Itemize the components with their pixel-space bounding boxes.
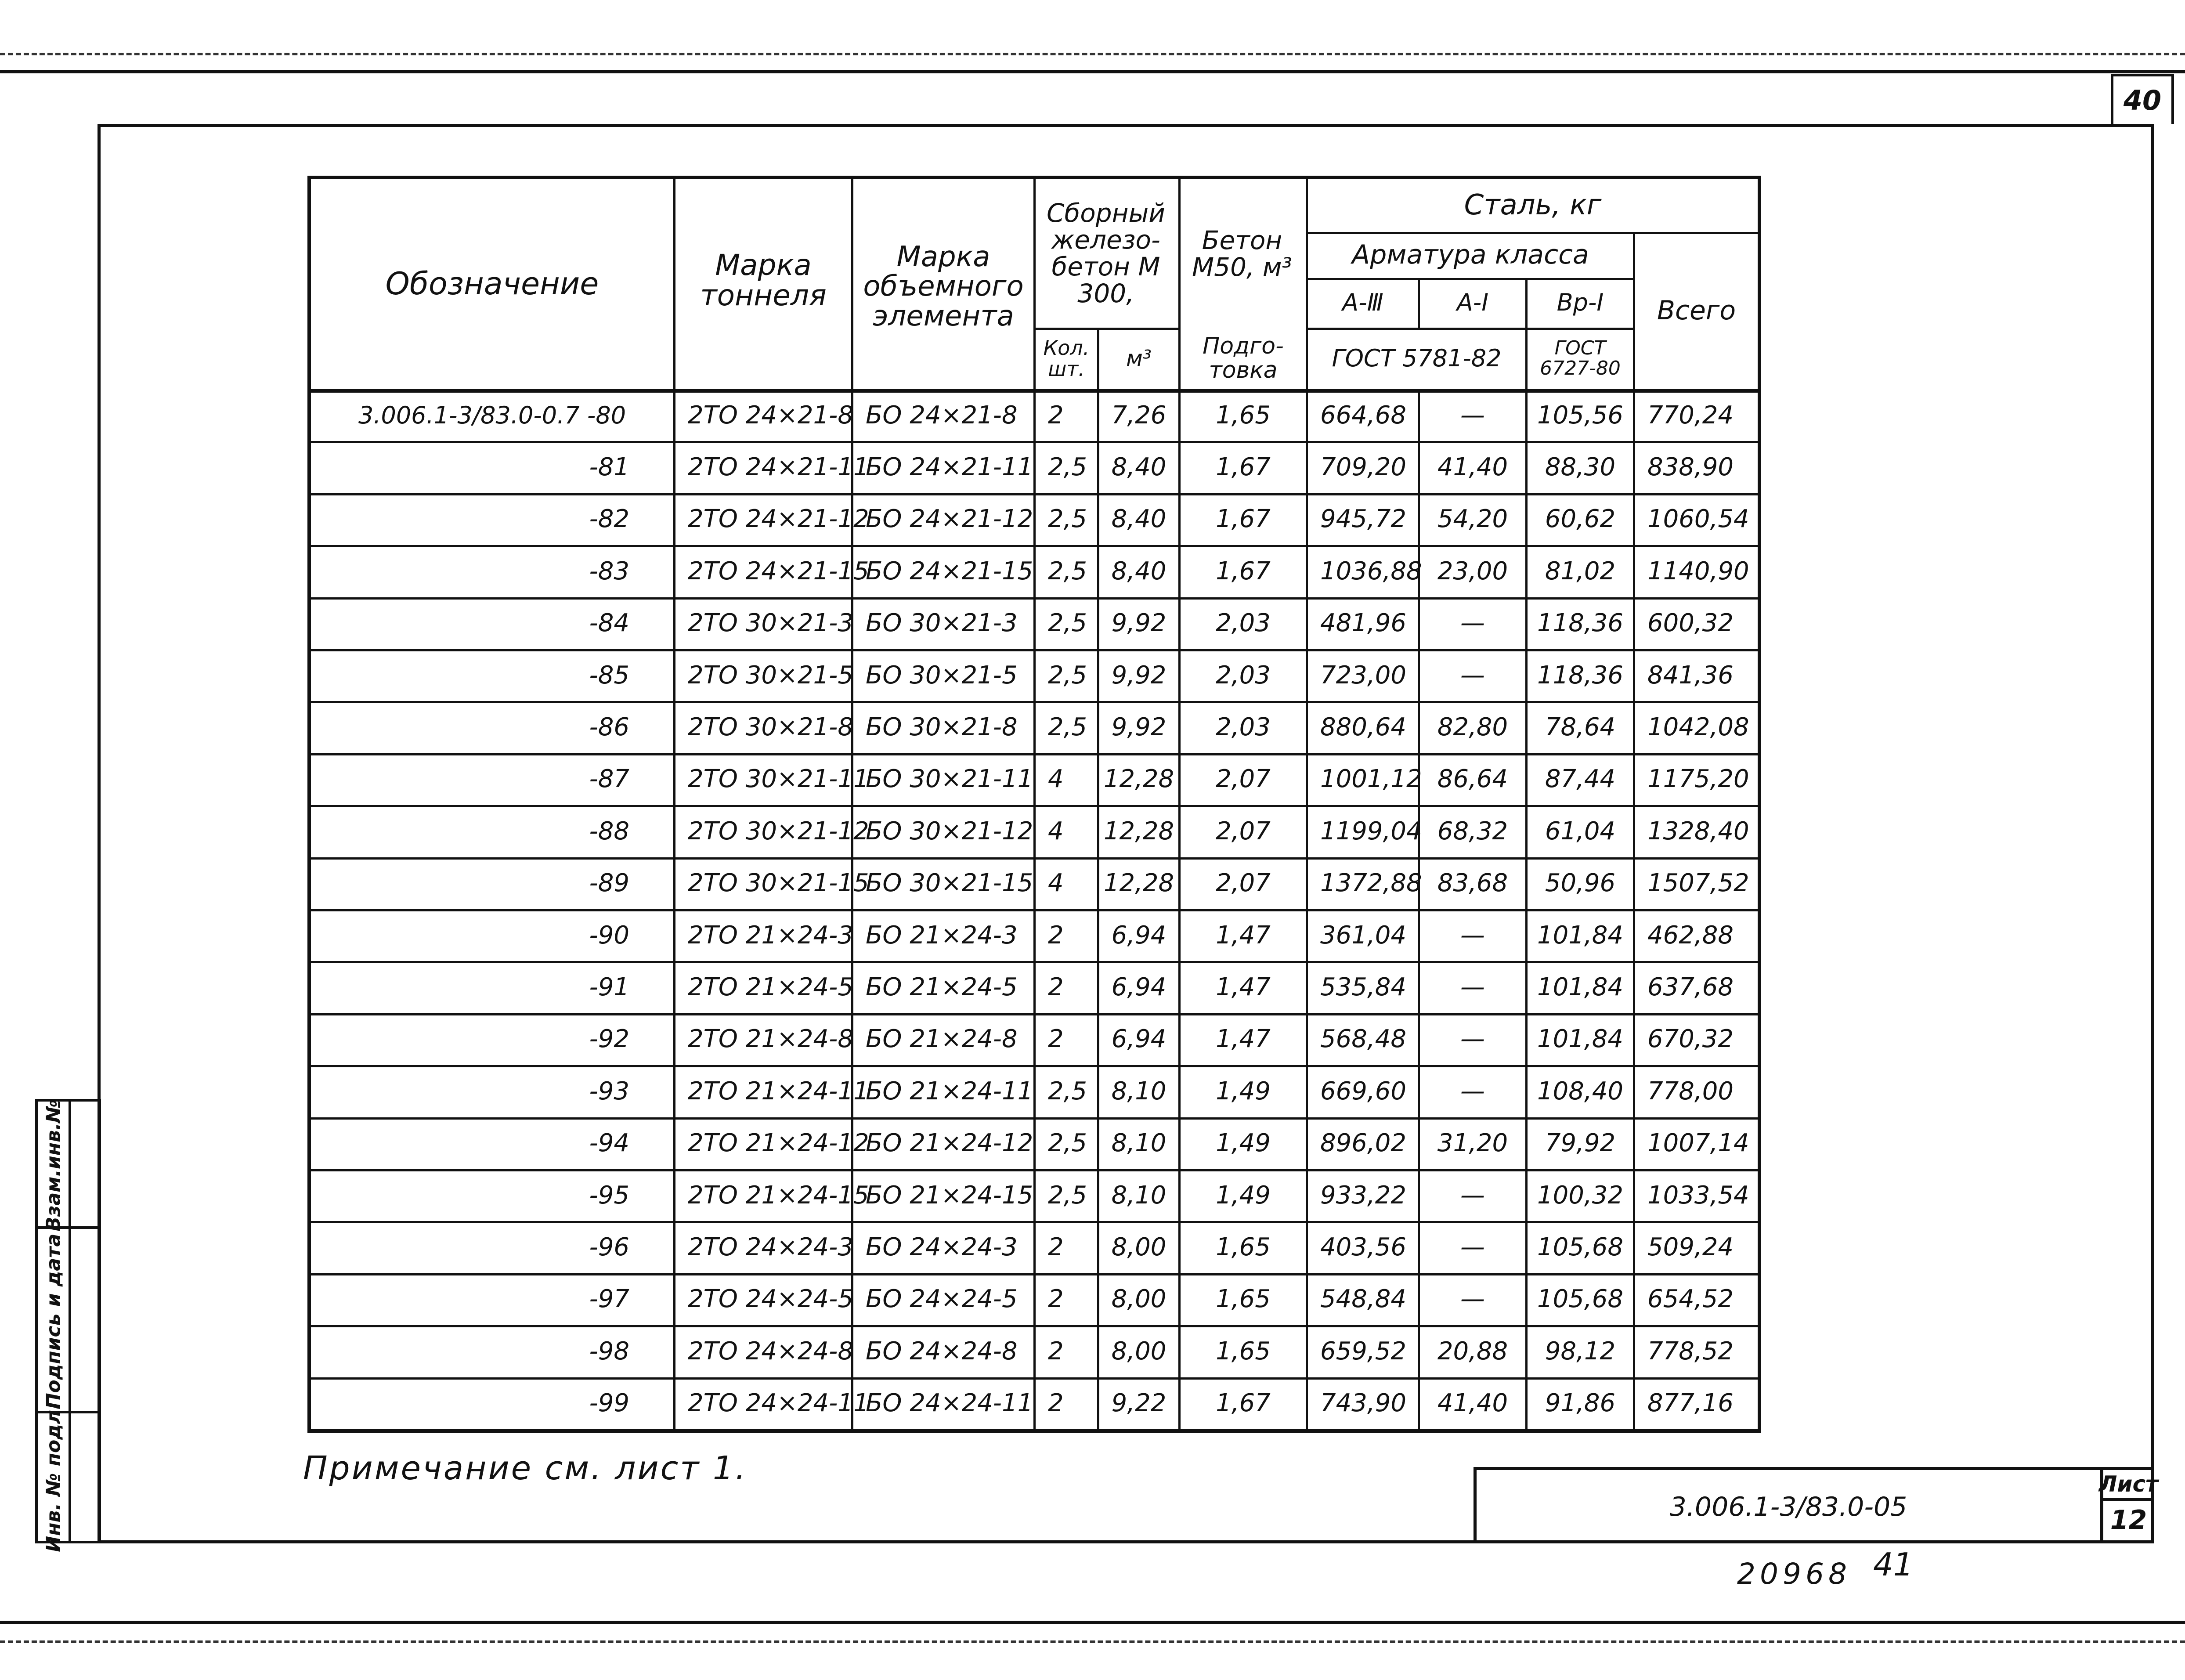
header-concrete-prep: Подго- товка <box>1203 333 1284 383</box>
cell-tunnel-mark: 2ТО 21×24-5 <box>688 973 853 1002</box>
cell-designation: -91 <box>589 973 629 1002</box>
cell-concrete-prep: 1,47 <box>1216 1025 1271 1054</box>
cell-total: 838,90 <box>1647 453 1734 482</box>
cell-designation: -87 <box>589 765 629 794</box>
cell-vr1: 101,84 <box>1537 921 1623 950</box>
cell-total: 1007,14 <box>1647 1129 1749 1158</box>
left-approval-strip <box>35 1099 101 1552</box>
cell-designation: -88 <box>589 817 629 845</box>
cell-concrete-prep: 2,07 <box>1216 817 1271 845</box>
cell-concrete-prep: 1,67 <box>1216 505 1271 534</box>
cell-concrete-prep: 2,03 <box>1216 713 1271 742</box>
cell-concrete-prep: 1,67 <box>1216 556 1271 585</box>
cell-vr1: 108,40 <box>1537 1077 1623 1106</box>
cell-a3: 1001,12 <box>1320 765 1422 794</box>
cell-precast-qty: 4 <box>1048 765 1064 794</box>
cell-total: 1060,54 <box>1647 505 1749 534</box>
document-code: 3.006.1-3/83.0-05 <box>1669 1491 1907 1522</box>
cell-element-mark: БО 21×24-3 <box>866 921 1018 950</box>
cell-designation: -84 <box>589 609 629 638</box>
cell-designation: -90 <box>589 921 629 950</box>
cell-a1: — <box>1460 401 1485 430</box>
cell-concrete-prep: 2,07 <box>1216 765 1271 794</box>
cell-element-mark: БО 21×24-5 <box>866 973 1018 1002</box>
cell-a3: 743,90 <box>1320 1389 1406 1418</box>
cell-a3: 723,00 <box>1320 661 1406 690</box>
cell-element-mark: БО 24×24-8 <box>866 1337 1018 1366</box>
cell-a3: 1036,88 <box>1320 556 1422 585</box>
cell-designation: -92 <box>589 1025 629 1054</box>
cell-element-mark: БО 30×21-15 <box>866 869 1033 898</box>
strip-replace-label: Взам.инв.№ <box>42 1099 65 1232</box>
cell-tunnel-mark: 2ТО 21×24-8 <box>688 1025 853 1054</box>
cell-a1: 82,80 <box>1437 713 1508 742</box>
cell-precast-m3: 9,92 <box>1111 661 1167 690</box>
cell-precast-qty: 2,5 <box>1048 453 1087 482</box>
cell-concrete-prep: 2,07 <box>1216 869 1271 898</box>
cell-concrete-prep: 1,65 <box>1216 1285 1271 1314</box>
cell-precast-m3: 9,92 <box>1111 609 1167 638</box>
cell-tunnel-mark: 2ТО 30×21-12 <box>688 817 869 845</box>
bottom-frame-line <box>0 1621 2185 1624</box>
cell-vr1: 101,84 <box>1537 973 1623 1002</box>
cell-element-mark: БО 30×21-11 <box>866 765 1033 794</box>
cell-a3: 535,84 <box>1320 973 1406 1002</box>
cell-element-mark: БО 24×21-8 <box>866 401 1018 430</box>
cell-total: 778,52 <box>1647 1337 1734 1366</box>
cell-tunnel-mark: 2ТО 24×21-8 <box>688 401 853 430</box>
cell-total: 670,32 <box>1647 1025 1734 1054</box>
top-page-number: 40 <box>2111 74 2174 124</box>
cell-precast-m3: 7,26 <box>1111 401 1167 430</box>
cell-a1: — <box>1460 1285 1485 1314</box>
cell-concrete-prep: 1,47 <box>1216 973 1271 1002</box>
cell-a1: — <box>1460 973 1485 1002</box>
cell-concrete-prep: 1,47 <box>1216 921 1271 950</box>
spec-table <box>307 176 1761 1433</box>
cell-designation: -81 <box>589 453 629 482</box>
cell-vr1: 61,04 <box>1545 817 1616 845</box>
cell-precast-m3: 12,28 <box>1103 869 1174 898</box>
cell-total: 654,52 <box>1647 1285 1734 1314</box>
cell-total: 637,68 <box>1647 973 1734 1002</box>
inventory-number: 20968 <box>1737 1557 1851 1591</box>
cell-precast-m3: 8,00 <box>1111 1337 1167 1366</box>
cell-designation: -97 <box>589 1285 629 1314</box>
cell-precast-m3: 8,40 <box>1111 505 1167 534</box>
cell-precast-qty: 2 <box>1048 401 1064 430</box>
sheet-box <box>2098 1470 2159 1543</box>
cell-element-mark: БО 24×24-11 <box>866 1389 1033 1418</box>
cell-precast-qty: 2,5 <box>1048 1129 1087 1158</box>
cell-tunnel-mark: 2ТО 21×24-11 <box>688 1077 869 1106</box>
cell-tunnel-mark: 2ТО 30×21-3 <box>688 609 853 638</box>
header-a1: А-Ⅰ <box>1456 289 1489 317</box>
cell-precast-qty: 2,5 <box>1048 713 1087 742</box>
cell-total: 462,88 <box>1647 921 1734 950</box>
cell-total: 1175,20 <box>1647 765 1749 794</box>
cell-precast-qty: 2 <box>1048 973 1064 1002</box>
cell-designation: 3.006.1-3/83.0-0.7 -80 <box>358 401 626 429</box>
header-concrete: Бетон М50, м³ <box>1192 225 1292 282</box>
cell-precast-qty: 2,5 <box>1048 556 1087 585</box>
header-precast: Сборный железо- бетон М 300, <box>1047 198 1165 308</box>
cell-precast-qty: 2 <box>1048 921 1064 950</box>
cell-vr1: 87,44 <box>1545 765 1616 794</box>
cell-precast-m3: 8,10 <box>1111 1181 1167 1210</box>
cell-total: 509,24 <box>1647 1233 1734 1262</box>
cell-concrete-prep: 1,65 <box>1216 401 1271 430</box>
cell-a1: 83,68 <box>1437 869 1508 898</box>
cell-concrete-prep: 1,67 <box>1216 453 1271 482</box>
cell-a3: 1372,88 <box>1320 869 1422 898</box>
cell-vr1: 118,36 <box>1537 661 1623 690</box>
cell-vr1: 105,68 <box>1537 1285 1623 1314</box>
cell-a3: 880,64 <box>1320 713 1406 742</box>
cell-tunnel-mark: 2ТО 30×21-15 <box>688 869 869 898</box>
cell-tunnel-mark: 2ТО 24×21-12 <box>688 505 869 534</box>
cell-vr1: 101,84 <box>1537 1025 1623 1054</box>
cell-designation: -93 <box>589 1077 629 1106</box>
cell-tunnel-mark: 2ТО 24×21-15 <box>688 556 869 585</box>
cell-tunnel-mark: 2ТО 30×21-5 <box>688 661 853 690</box>
header-vr1: Вр-Ⅰ <box>1557 289 1604 317</box>
cell-element-mark: БО 30×21-5 <box>866 661 1018 690</box>
bottom-scan-edge <box>0 1640 2185 1643</box>
cell-designation: -94 <box>589 1129 629 1158</box>
cell-a1: 31,20 <box>1437 1129 1508 1158</box>
cell-designation: -83 <box>589 556 629 585</box>
cell-a3: 659,52 <box>1320 1337 1406 1366</box>
cell-tunnel-mark: 2ТО 24×24-3 <box>688 1233 853 1262</box>
cell-vr1: 88,30 <box>1545 453 1616 482</box>
cell-element-mark: БО 21×24-15 <box>866 1181 1033 1210</box>
cell-a3: 896,02 <box>1320 1129 1406 1158</box>
cell-vr1: 98,12 <box>1545 1337 1616 1366</box>
cell-total: 1507,52 <box>1647 869 1749 898</box>
cell-tunnel-mark: 2ТО 30×21-8 <box>688 713 853 742</box>
cell-designation: -95 <box>589 1181 629 1210</box>
cell-precast-qty: 4 <box>1048 817 1064 845</box>
header-gost-a: ГОСТ 5781-82 <box>1332 344 1502 372</box>
cell-a1: 54,20 <box>1437 505 1508 534</box>
cell-vr1: 81,02 <box>1545 556 1616 585</box>
header-reinf-class: Арматура класса <box>1352 239 1589 270</box>
cell-vr1: 118,36 <box>1537 609 1623 638</box>
cell-total: 770,24 <box>1647 401 1734 430</box>
cell-vr1: 50,96 <box>1545 869 1616 898</box>
header-gost-b: ГОСТ 6727-80 <box>1540 336 1621 379</box>
cell-a3: 664,68 <box>1320 401 1406 430</box>
cell-total: 778,00 <box>1647 1077 1734 1106</box>
cell-precast-qty: 2,5 <box>1048 661 1087 690</box>
cell-designation: -82 <box>589 505 629 534</box>
cell-designation: -98 <box>589 1337 629 1366</box>
cell-precast-qty: 4 <box>1048 869 1064 898</box>
cell-a1: 20,88 <box>1437 1337 1508 1366</box>
cell-precast-m3: 8,40 <box>1111 556 1167 585</box>
cell-a1: — <box>1460 609 1485 638</box>
header-precast-qty: Кол. шт. <box>1043 336 1090 381</box>
sheet-label: Лист <box>2103 1470 2154 1501</box>
cell-precast-m3: 8,00 <box>1111 1285 1167 1314</box>
cell-precast-m3: 8,10 <box>1111 1129 1167 1158</box>
cell-tunnel-mark: 2ТО 24×21-11 <box>688 453 869 482</box>
cell-vr1: 78,64 <box>1545 713 1616 742</box>
header-steel: Сталь, кг <box>1464 189 1602 222</box>
cell-precast-m3: 8,10 <box>1111 1077 1167 1106</box>
cell-total: 600,32 <box>1647 609 1734 638</box>
cell-precast-m3: 8,40 <box>1111 453 1167 482</box>
cell-tunnel-mark: 2ТО 24×24-11 <box>688 1389 869 1418</box>
cell-total: 1328,40 <box>1647 817 1749 845</box>
cell-a3: 403,56 <box>1320 1233 1406 1262</box>
cell-element-mark: БО 30×21-3 <box>866 609 1018 638</box>
cell-a1: — <box>1460 921 1485 950</box>
cell-a3: 933,22 <box>1320 1181 1406 1210</box>
cell-precast-qty: 2,5 <box>1048 1181 1087 1210</box>
cell-a1: 23,00 <box>1437 556 1508 585</box>
cell-a1: — <box>1460 661 1485 690</box>
cell-tunnel-mark: 2ТО 21×24-3 <box>688 921 853 950</box>
cell-concrete-prep: 1,65 <box>1216 1337 1271 1366</box>
cell-a3: 361,04 <box>1320 921 1406 950</box>
cell-concrete-prep: 2,03 <box>1216 609 1271 638</box>
cell-element-mark: БО 24×21-15 <box>866 556 1033 585</box>
cell-a3: 568,48 <box>1320 1025 1406 1054</box>
cell-precast-m3: 9,92 <box>1111 713 1167 742</box>
cell-a3: 945,72 <box>1320 505 1406 534</box>
cell-concrete-prep: 1,65 <box>1216 1233 1271 1262</box>
cell-element-mark: БО 24×24-3 <box>866 1233 1018 1262</box>
cell-precast-m3: 6,94 <box>1111 921 1167 950</box>
cell-concrete-prep: 2,03 <box>1216 661 1271 690</box>
top-scan-edge <box>0 53 2185 55</box>
cell-a1: 86,64 <box>1437 765 1508 794</box>
cell-precast-qty: 2,5 <box>1048 1077 1087 1106</box>
cell-a1: — <box>1460 1025 1485 1054</box>
cell-element-mark: БО 21×24-12 <box>866 1129 1033 1158</box>
cell-tunnel-mark: 2ТО 24×24-5 <box>688 1285 853 1314</box>
cell-concrete-prep: 1,49 <box>1216 1129 1271 1158</box>
cell-total: 877,16 <box>1647 1389 1734 1418</box>
cell-a1: — <box>1460 1181 1485 1210</box>
cell-precast-qty: 2 <box>1048 1233 1064 1262</box>
cell-precast-m3: 6,94 <box>1111 1025 1167 1054</box>
cell-concrete-prep: 1,49 <box>1216 1077 1271 1106</box>
header-element-mark: Марка объемного элемента <box>863 241 1024 332</box>
page-number: 41 <box>1873 1546 1914 1583</box>
cell-a1: 41,40 <box>1437 1389 1508 1418</box>
cell-element-mark: БО 24×21-12 <box>866 505 1033 534</box>
cell-tunnel-mark: 2ТО 24×24-8 <box>688 1337 853 1366</box>
cell-precast-m3: 9,22 <box>1111 1389 1167 1418</box>
header-precast-m3: м³ <box>1126 345 1152 371</box>
cell-vr1: 79,92 <box>1545 1129 1616 1158</box>
header-designation: Обозначение <box>385 266 599 302</box>
cell-vr1: 60,62 <box>1545 505 1616 534</box>
cell-element-mark: БО 30×21-12 <box>866 817 1033 845</box>
cell-precast-qty: 2 <box>1048 1285 1064 1314</box>
header-total: Всего <box>1657 295 1736 326</box>
cell-vr1: 91,86 <box>1545 1389 1616 1418</box>
title-block <box>1474 1467 2159 1543</box>
cell-total: 1042,08 <box>1647 713 1749 742</box>
cell-vr1: 105,56 <box>1537 401 1623 430</box>
cell-designation: -86 <box>589 713 629 742</box>
cell-a1: — <box>1460 1233 1485 1262</box>
cell-precast-qty: 2 <box>1048 1389 1064 1418</box>
cell-total: 1033,54 <box>1647 1181 1749 1210</box>
cell-element-mark: БО 21×24-8 <box>866 1025 1018 1054</box>
cell-precast-qty: 2 <box>1048 1337 1064 1366</box>
cell-a3: 548,84 <box>1320 1285 1406 1314</box>
cell-a1: — <box>1460 1077 1485 1106</box>
header-tunnel-mark: Марка тоннеля <box>700 248 827 312</box>
cell-a1: 68,32 <box>1437 817 1508 845</box>
cell-a3: 669,60 <box>1320 1077 1406 1106</box>
cell-precast-m3: 8,00 <box>1111 1233 1167 1262</box>
cell-element-mark: БО 30×21-8 <box>866 713 1018 742</box>
cell-element-mark: БО 24×21-11 <box>866 453 1033 482</box>
cell-designation: -96 <box>589 1233 629 1262</box>
cell-precast-qty: 2 <box>1048 1025 1064 1054</box>
cell-vr1: 100,32 <box>1537 1181 1623 1210</box>
cell-a3: 481,96 <box>1320 609 1406 638</box>
cell-tunnel-mark: 2ТО 21×24-15 <box>688 1181 869 1210</box>
cell-a3: 709,20 <box>1320 453 1406 482</box>
cell-precast-qty: 2,5 <box>1048 505 1087 534</box>
cell-designation: -85 <box>589 661 629 690</box>
cell-tunnel-mark: 2ТО 30×21-11 <box>688 765 869 794</box>
cell-precast-m3: 12,28 <box>1103 765 1174 794</box>
cell-total: 841,36 <box>1647 661 1734 690</box>
cell-concrete-prep: 1,67 <box>1216 1389 1271 1418</box>
sheet-number: 12 <box>2110 1505 2147 1535</box>
cell-total: 1140,90 <box>1647 556 1749 585</box>
cell-designation: -89 <box>589 869 629 898</box>
strip-sign-label: Подпись и дата <box>42 1233 65 1409</box>
cell-a3: 1199,04 <box>1320 817 1422 845</box>
cell-concrete-prep: 1,49 <box>1216 1181 1271 1210</box>
note-text: Примечание см. лист 1. <box>303 1449 748 1487</box>
cell-vr1: 105,68 <box>1537 1233 1623 1262</box>
cell-element-mark: БО 24×24-5 <box>866 1285 1018 1314</box>
cell-element-mark: БО 21×24-11 <box>866 1077 1033 1106</box>
strip-inv-label: Инв. № подл. <box>42 1402 65 1552</box>
top-frame-line <box>0 70 2185 73</box>
cell-tunnel-mark: 2ТО 21×24-12 <box>688 1129 869 1158</box>
cell-precast-m3: 12,28 <box>1103 817 1174 845</box>
header-a3: А-Ⅲ <box>1342 289 1383 317</box>
cell-a1: 41,40 <box>1437 453 1508 482</box>
cell-precast-m3: 6,94 <box>1111 973 1167 1002</box>
cell-designation: -99 <box>589 1389 629 1418</box>
cell-precast-qty: 2,5 <box>1048 609 1087 638</box>
